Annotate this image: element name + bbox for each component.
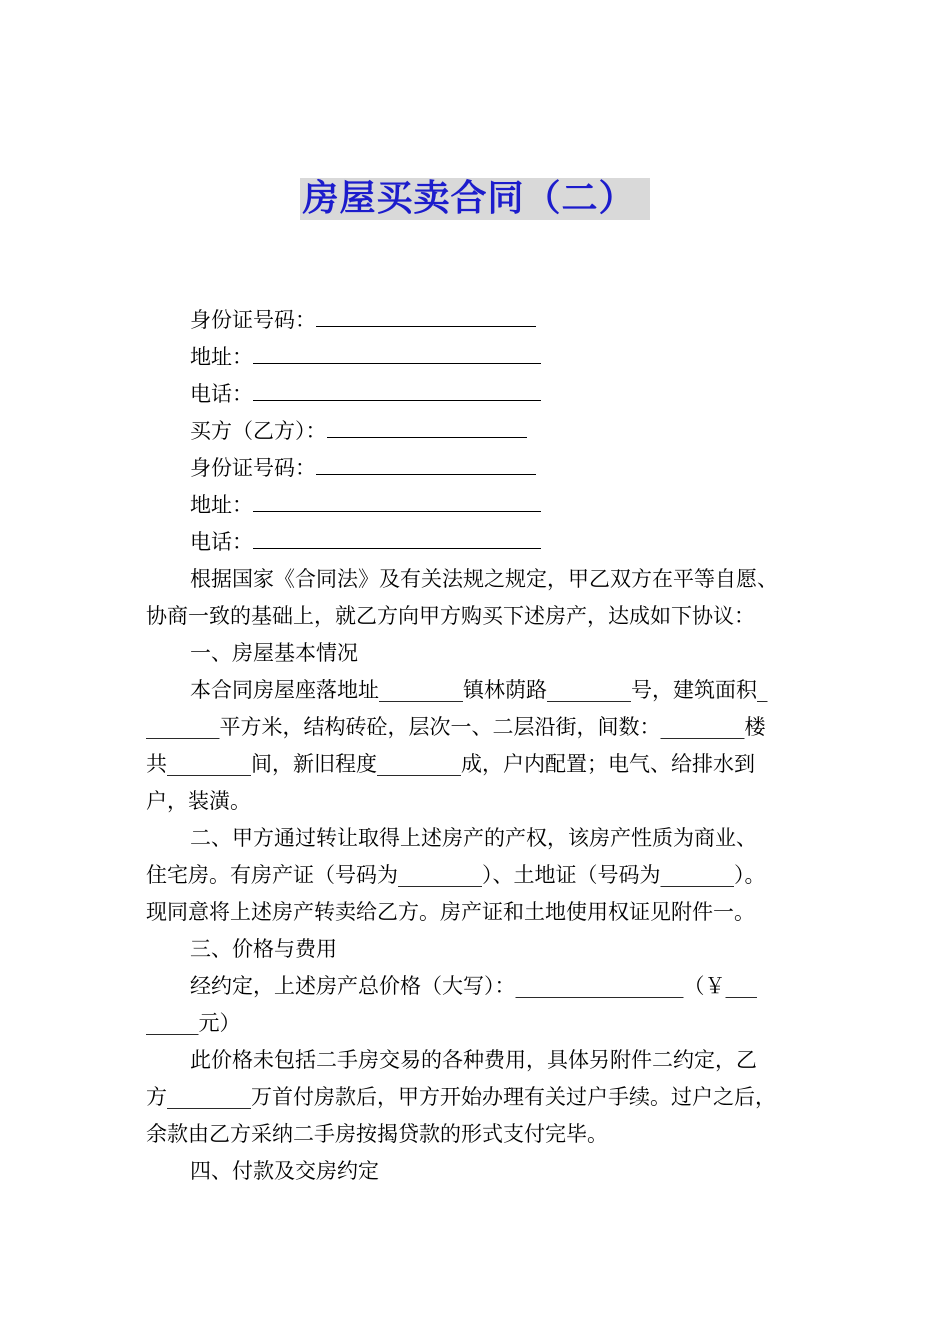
document-title: 房屋买卖合同（二） xyxy=(300,178,649,220)
field-row xyxy=(146,450,812,487)
paragraph-line: 此价格未包括二手房交易的各种费用，具体另附件二约定，乙 xyxy=(190,1048,757,1072)
fill-in-blank xyxy=(327,415,527,438)
field-label: 身份证号码： xyxy=(190,456,316,480)
paragraph-line: 现同意将上述房产转卖给乙方。房产证和土地使用权证见附件一。 xyxy=(146,900,755,924)
paragraph-line: _______平方米，结构砖砼，层次一、二层沿街，间数：________楼 xyxy=(146,715,766,739)
fill-in-blank xyxy=(316,304,536,327)
field-row xyxy=(146,487,812,524)
paragraph-line: 住宅房。有房产证（号码为________）、土地证（号码为_______）。 xyxy=(146,863,766,887)
fill-in-blank xyxy=(253,526,541,549)
field-label: 身份证号码： xyxy=(190,308,316,332)
paragraph-line: 本合同房屋座落地址________镇林荫路________号，建筑面积_ xyxy=(190,678,768,702)
title-container xyxy=(0,178,950,220)
fill-in-blank xyxy=(316,452,536,475)
paragraph-line: 二、甲方通过转让取得上述房产的产权，该房产性质为商业、 xyxy=(190,826,757,850)
paragraph-line: 根据国家《合同法》及有关法规之规定，甲乙双方在平等自愿、 xyxy=(190,567,778,591)
field-row xyxy=(146,339,812,376)
field-row xyxy=(146,524,812,561)
paragraph-line: 户，装潢。 xyxy=(146,789,251,813)
paragraph-line: 余款由乙方采纳二手房按揭贷款的形式支付完毕。 xyxy=(146,1122,608,1146)
section-heading: 一、房屋基本情况 xyxy=(190,641,358,665)
field-label: 电话： xyxy=(190,530,253,554)
section-heading: 四、付款及交房约定 xyxy=(190,1159,379,1183)
paragraph-line: 方________万首付房款后，甲方开始办理有关过户手续。过户之后， xyxy=(146,1085,776,1109)
field-label: 地址： xyxy=(190,493,253,517)
fill-in-blank xyxy=(253,378,541,401)
fill-in-blank xyxy=(253,341,541,364)
field-label: 地址： xyxy=(190,345,253,369)
fill-in-blank xyxy=(253,489,541,512)
paragraph-line: 经约定，上述房产总价格（大写）：________________（￥___ xyxy=(190,974,757,998)
field-label: 买方（乙方）： xyxy=(190,419,327,443)
section-heading: 三、价格与费用 xyxy=(190,937,337,961)
paragraph-line: _____元） xyxy=(146,1011,241,1035)
field-row xyxy=(146,376,812,413)
contract-body xyxy=(146,302,812,1190)
field-label: 电话： xyxy=(190,382,253,406)
field-row xyxy=(146,302,812,339)
paragraph-line: 共________间，新旧程度________成，户内配置；电气、给排水到 xyxy=(146,752,755,776)
paragraph-line: 协商一致的基础上，就乙方向甲方购买下述房产，达成如下协议： xyxy=(146,604,755,628)
field-row xyxy=(146,413,812,450)
